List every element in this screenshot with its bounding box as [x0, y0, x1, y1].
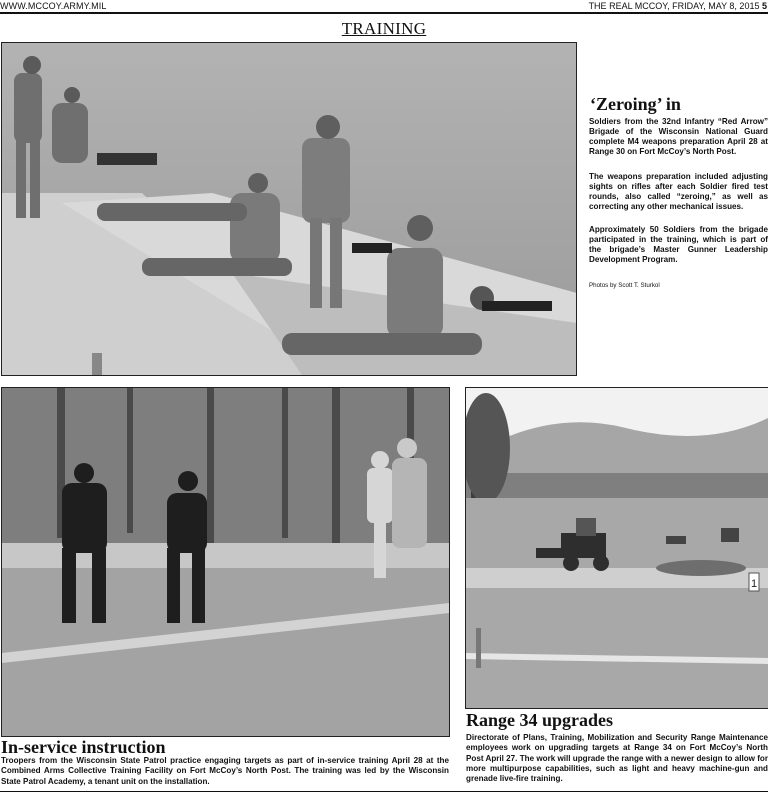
- zeroing-paragraph-3: Approximately 50 Soldiers from the brigade participated in the training, which is part of the brigade’s Master Gunner Leadership Development Program.: [589, 225, 768, 265]
- zeroing-paragraph-2: The weapons preparation included adjusting sights on rifles after each Soldier fired test rounds, also called “zeroing,” as well as correcting any other mechanical issues.: [589, 172, 768, 212]
- range-sign-number: 1: [750, 578, 758, 590]
- soldiers-photo-art: [2, 43, 576, 375]
- section-title: TRAINING: [341, 19, 427, 38]
- section-heading: [0, 19, 768, 39]
- photo-range-34: [465, 387, 768, 709]
- headline-zeroing: ‘Zeroing’ in: [590, 94, 681, 114]
- masthead: [589, 1, 767, 11]
- patrol-photo-art: [2, 388, 449, 736]
- site-url[interactable]: WWW.MCCOY.ARMY.MIL: [0, 1, 107, 11]
- range-photo-art: [466, 388, 768, 708]
- header-rule: [0, 12, 768, 14]
- footer-rule: [0, 791, 768, 792]
- photo-state-patrol: [1, 387, 450, 737]
- caption-range-34: Directorate of Plans, Training, Mobilization and Security Range Maintenance employees work on upgrading targets at Range 34 on Fort McCoy’s North Post April 27. The work will upgrade the range with a newer design to allow for more multipurpose capabilities, such as light and heavy machine-gun and grenade live-fire training.: [466, 733, 768, 784]
- photo-soldiers-zeroing: [1, 42, 577, 376]
- photo-credit: Photos by Scott T. Sturkol: [589, 282, 660, 289]
- zeroing-paragraph-1: Soldiers from the 32nd Infantry “Red Arrow” Brigade of the Wisconsin National Guard complete M4 weapons preparation April 28 at Range 30 on Fort McCoy’s North Post.: [589, 117, 768, 157]
- masthead-text: THE REAL MCCOY, FRIDAY, MAY 8, 2015: [588, 1, 760, 11]
- page-number: 5: [761, 1, 767, 11]
- caption-inservice: Troopers from the Wisconsin State Patrol practice engaging targets as part of in-service training April 28 at the Combined Arms Collective Training Facility on Fort McCoy’s North Post. The training was led by the Wisconsin State Patrol Academy, a tenant unit on the installation.: [1, 756, 449, 786]
- headline-inservice: In-service instruction: [1, 737, 166, 757]
- headline-range-34: Range 34 upgrades: [466, 710, 614, 730]
